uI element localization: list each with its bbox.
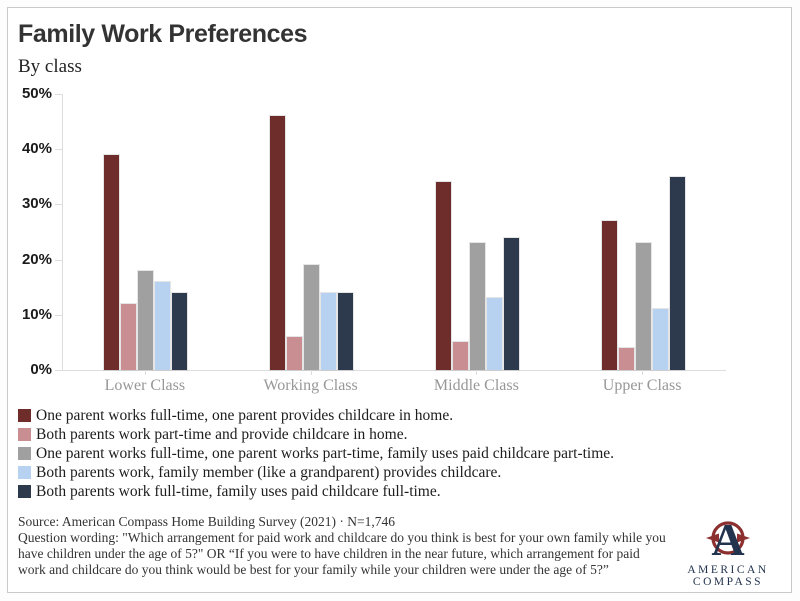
y-axis-tick-mark — [55, 315, 62, 316]
bar — [138, 271, 153, 370]
question-line-1: Question wording: "Which arrangement for paid work and childcare do you think is best for your own family while you — [18, 530, 666, 545]
bar — [121, 304, 136, 370]
legend-item — [18, 425, 791, 444]
y-axis-tick-label: 50% — [21, 85, 52, 102]
source-block — [18, 514, 666, 588]
chart-card — [7, 7, 792, 593]
bar — [321, 293, 336, 370]
y-axis-tick-mark — [55, 260, 62, 261]
bar — [487, 298, 502, 370]
logo-block — [666, 514, 791, 588]
legend — [18, 406, 791, 501]
y-axis-tick-label: 0% — [30, 361, 52, 378]
y-axis-tick-mark — [55, 204, 62, 205]
legend-label: Both parents work part-time and provide childcare in home. — [36, 425, 408, 443]
bar — [436, 182, 451, 370]
page-subtitle: By class — [18, 56, 82, 77]
legend-swatch — [18, 447, 31, 460]
logo-text-line1: AMERICAN — [687, 564, 770, 576]
x-axis-category-label: Middle Class — [433, 377, 519, 394]
y-axis-tick-mark — [55, 94, 62, 95]
legend-label: Both parents work, family member (like a grandparent) provides childcare. — [36, 463, 502, 481]
bar — [670, 177, 685, 370]
bar — [619, 348, 634, 370]
bar — [270, 116, 285, 370]
x-axis-category-label: Lower Class — [104, 377, 186, 394]
legend-label: One parent works full-time, one parent provides childcare in home. — [36, 406, 454, 424]
y-axis-tick-mark — [55, 370, 62, 371]
bar — [504, 238, 519, 370]
y-axis-tick-label: 10% — [21, 305, 52, 323]
legend-swatch — [18, 409, 31, 422]
question-line-2: have children under the age of 5?" OR “If you were to have children in the near future, which arrangement for paid — [18, 546, 640, 561]
bar — [470, 243, 485, 370]
legend-item — [18, 444, 791, 463]
legend-item — [18, 482, 791, 501]
bar — [653, 309, 668, 370]
y-axis-tick-label: 40% — [21, 140, 52, 158]
source-line: Source: American Compass Home Building Survey (2021) · N=1,746 — [18, 514, 395, 529]
y-axis-tick-label: 20% — [21, 250, 52, 268]
footer — [18, 514, 791, 588]
bar-group — [436, 182, 519, 370]
bar — [636, 243, 651, 370]
legend-label: Both parents work full-time, family uses paid childcare full-time. — [36, 482, 441, 500]
american-compass-logo-icon — [666, 514, 790, 588]
x-axis-category-label: Upper Class — [602, 377, 682, 394]
question-line-3: work and childcare do you think would be best for your family while your children were under the age of 5?” — [18, 562, 609, 577]
y-axis-tick-mark — [55, 149, 62, 150]
bar-group — [602, 177, 685, 370]
bar — [104, 155, 119, 370]
x-axis-tick-mark — [642, 370, 643, 375]
bar — [172, 293, 187, 370]
page-title: Family Work Preferences — [18, 20, 308, 48]
bar — [602, 221, 617, 370]
bar — [338, 293, 353, 370]
y-axis-tick-label: 30% — [21, 195, 52, 213]
x-axis-tick-mark — [476, 370, 477, 375]
bar-group — [270, 116, 353, 370]
logo-letter-a: A — [711, 514, 745, 565]
bar — [155, 282, 170, 370]
logo-text-line2: COMPASS — [693, 576, 764, 588]
bar-group — [104, 155, 187, 370]
bar — [304, 265, 319, 370]
plot-area — [62, 94, 726, 371]
legend-swatch — [18, 466, 31, 479]
legend-swatch — [18, 428, 31, 441]
x-axis-tick-mark — [145, 370, 146, 375]
legend-item — [18, 463, 791, 482]
bar-chart — [8, 85, 791, 396]
x-axis-tick-mark — [311, 370, 312, 375]
bar — [453, 342, 468, 370]
legend-swatch — [18, 485, 31, 498]
legend-item — [18, 406, 791, 425]
bar — [287, 337, 302, 370]
legend-label: One parent works full-time, one parent works part-time, family uses paid childcare part-time. — [36, 444, 615, 462]
x-axis-category-label: Working Class — [263, 377, 358, 394]
